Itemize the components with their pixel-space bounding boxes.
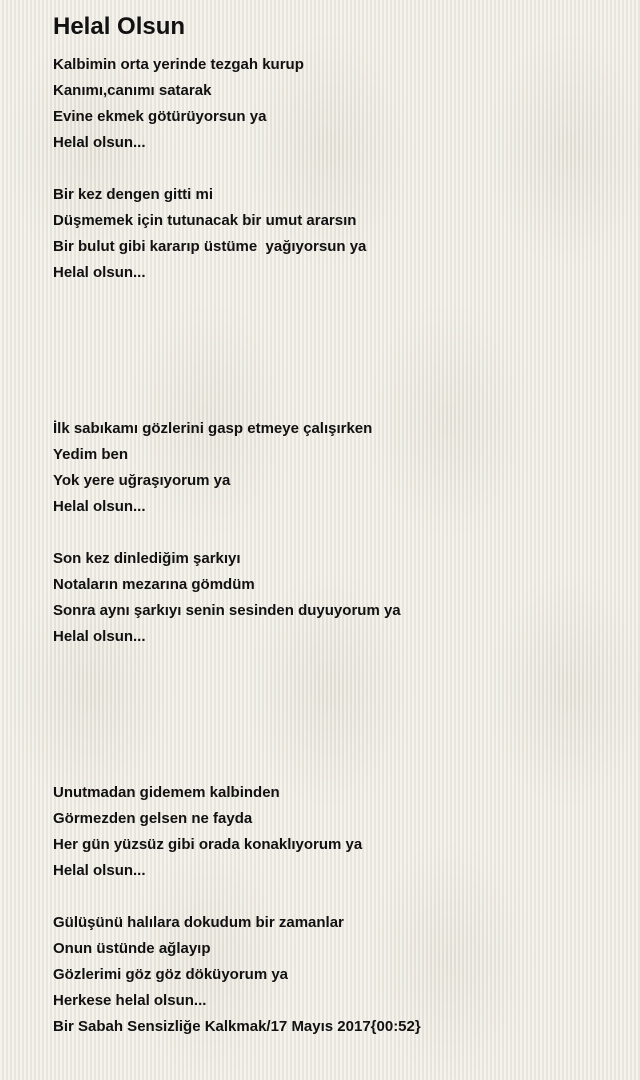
poem-line: Helal olsun... bbox=[53, 498, 146, 515]
poem-line: Helal olsun... bbox=[53, 264, 146, 281]
poem-line: Helal olsun... bbox=[53, 134, 146, 151]
stanza-1 bbox=[53, 52, 613, 156]
poem-line: Herkese helal olsun... bbox=[53, 992, 207, 1009]
poem-line: Yok yere uğraşıyorum ya bbox=[53, 472, 231, 489]
poem-line: Gülüşünü halılara dokudum bir zamanlar bbox=[53, 914, 344, 931]
poem-line: Yedim ben bbox=[53, 446, 129, 463]
poem-line: Helal olsun... bbox=[53, 862, 146, 879]
stanza-3 bbox=[53, 416, 613, 520]
stanza-break bbox=[53, 156, 613, 182]
section-break bbox=[53, 650, 613, 780]
poem-line: Bir kez dengen gitti mi bbox=[53, 186, 214, 203]
poem-line: Son kez dinlediğim şarkıyı bbox=[53, 550, 241, 567]
poem-line: Sonra aynı şarkıyı senin sesinden duyuyorum ya bbox=[53, 602, 401, 619]
poem-line: Her gün yüzsüz gibi orada konaklıyorum ya bbox=[53, 836, 363, 853]
poem-signature: Bir Sabah Sensizliğe Kalkmak/17 Mayıs 2017{00:52} bbox=[53, 1018, 421, 1035]
stanza-6 bbox=[53, 910, 613, 1040]
poem-line: Evine ekmek götürüyorsun ya bbox=[53, 108, 267, 125]
stanza-2 bbox=[53, 182, 613, 286]
poem-line: Görmezden gelsen ne fayda bbox=[53, 810, 253, 827]
poem-line: Notaların mezarına gömdüm bbox=[53, 576, 255, 593]
poem-line: İlk sabıkamı gözlerini gasp etmeye çalışırken bbox=[53, 420, 373, 437]
stanza-4 bbox=[53, 546, 613, 650]
poem-line: Kalbimin orta yerinde tezgah kurup bbox=[53, 56, 304, 73]
poem-title: Helal Olsun bbox=[53, 13, 186, 40]
poem-line: Onun üstünde ağlayıp bbox=[53, 940, 211, 957]
poem-line: Unutmadan gidemem kalbinden bbox=[53, 784, 280, 801]
stanza-break bbox=[53, 520, 613, 546]
poem-line: Helal olsun... bbox=[53, 628, 146, 645]
stanza-break bbox=[53, 884, 613, 910]
stanza-5 bbox=[53, 780, 613, 884]
poem-line: Kanımı,canımı satarak bbox=[53, 82, 212, 99]
poem-line: Bir bulut gibi kararıp üstüme yağıyorsun ya bbox=[53, 238, 367, 255]
poem-line: Gözlerimi göz göz döküyorum ya bbox=[53, 966, 289, 983]
poem-page bbox=[53, 12, 613, 1040]
section-break bbox=[53, 286, 613, 416]
poem-line: Düşmemek için tutunacak bir umut ararsın bbox=[53, 212, 357, 229]
